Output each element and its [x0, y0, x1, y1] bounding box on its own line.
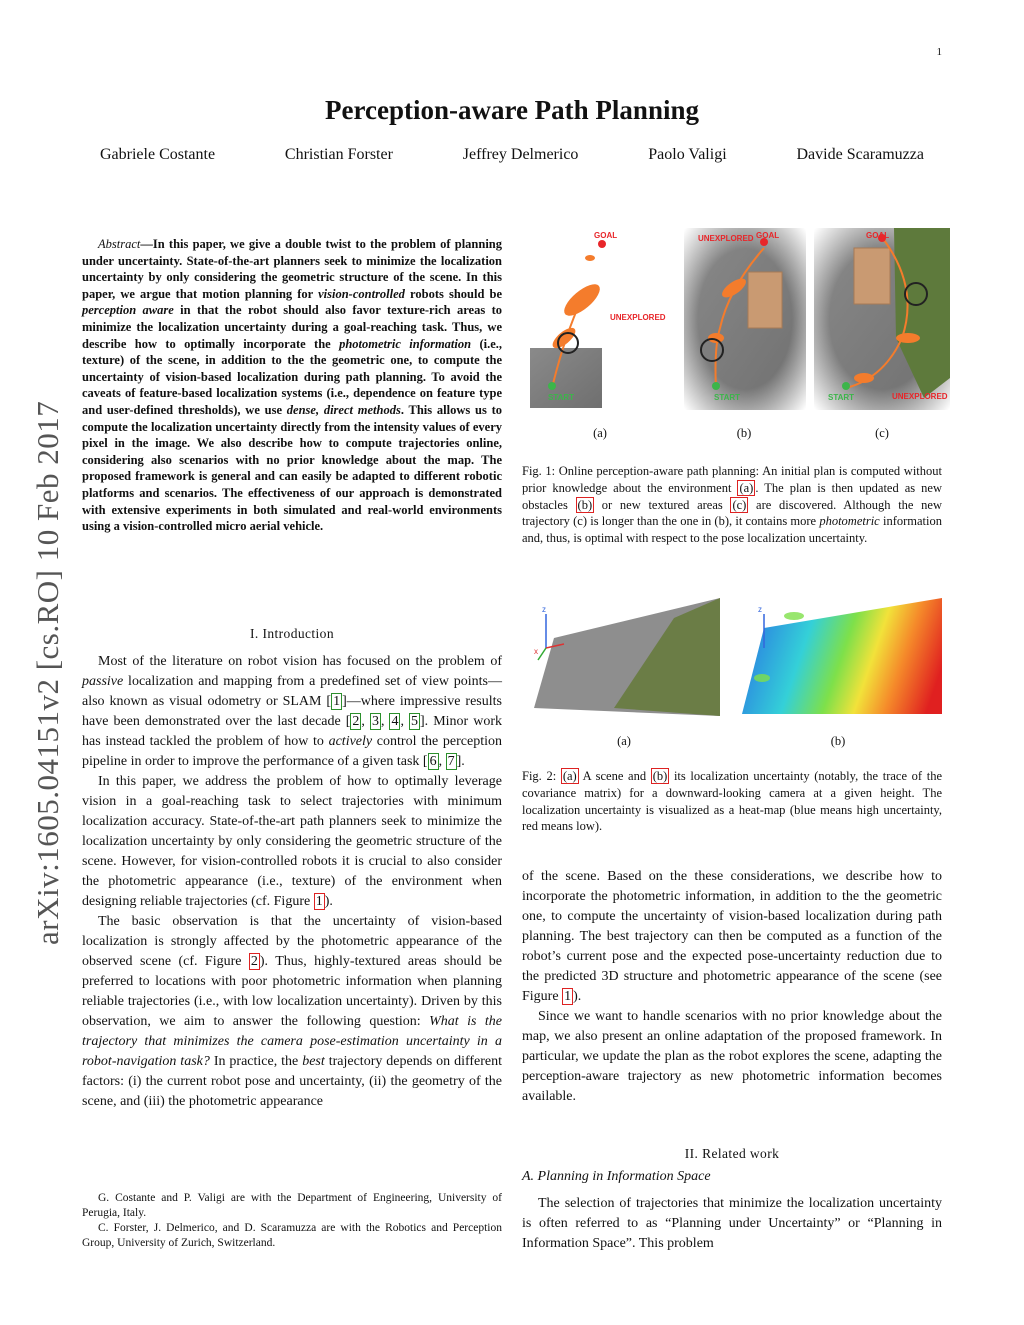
citation-link[interactable]: 2: [352, 714, 360, 729]
figure-link[interactable]: 1: [564, 989, 572, 1004]
author-name: Gabriele Costante: [100, 146, 216, 163]
figure-1b-label: (b): [736, 426, 752, 440]
figure-2a-label: (a): [617, 734, 631, 748]
author-name: Paolo Valigi: [648, 146, 727, 163]
axis-z-label: z: [758, 605, 762, 614]
page-number: 1: [936, 46, 942, 58]
author-name: Davide Scaramuzza: [796, 146, 924, 163]
citation-link[interactable]: 1: [333, 694, 341, 709]
goal-label: GOAL: [756, 231, 780, 240]
figure-1-panels: [524, 228, 950, 410]
section-heading-related-work: II. Related work: [684, 1146, 780, 1161]
paragraph: of the scene. Based on the these considerations, we describe how to incorporate the photometric information, in addition to the the geometric one, to compute the uncertainty of vision-based localization during path planning. The best trajectory can then be computed as a function of the robot’s current pose and the expected pose-uncertainty reduction due to the predicted 3D structure and photometric appearance of the scene (see Figure 1 ).: [522, 869, 942, 1004]
citation-link[interactable]: 4: [391, 714, 399, 729]
axis-x-label: x: [534, 647, 538, 656]
subsection-heading: A. Planning in Information Space: [522, 1169, 711, 1184]
figure-link[interactable]: 2: [250, 954, 258, 969]
figure-1c-label: (c): [875, 426, 889, 440]
start-label: START: [714, 393, 741, 402]
start-label: START: [548, 393, 575, 402]
footnote: C. Forster, J. Delmerico, and D. Scaramuzza are with the Robotics and Perception Group, University of Zurich, Switzerland.: [82, 1222, 502, 1249]
figure-2a-panel: [534, 598, 720, 716]
paragraph: The basic observation is that the uncertainty of vision-based localization is strongly affected by the photometric appearance of the observed scene (cf. Figure 2 ). Thus, highly-textured areas should be preferred to locations with poor photometric information when planning reliable trajectories (i.e., with low localization uncertainty). Driven by this observation, we aim to answer the following question: What is the trajectory that minimizes the camera pose-estimation uncertainty in a robot-navigation task? In practice, the best trajectory depends on different factors: (i) the current robot pose and uncertainty, (ii) the geometry of the scene, and (iii) the photometric appearance: [82, 914, 503, 1109]
citation-link[interactable]: 3: [371, 714, 379, 729]
figure-1a-label: (a): [593, 426, 607, 440]
start-label: START: [828, 393, 855, 402]
goal-label: GOAL: [866, 231, 890, 240]
paper-title: Perception-aware Path Planning: [325, 95, 699, 125]
figure-1a-panel: [530, 240, 606, 408]
introduction-body: [82, 652, 502, 1112]
paragraph: The selection of trajectories that minimize the localization uncertainty is often referred to as “Planning under Uncertainty” or “Planning in Information Space”. This problem: [522, 1196, 942, 1251]
figure-1: [524, 228, 950, 410]
author-name: Jeffrey Delmerico: [462, 146, 579, 163]
figure-link[interactable]: (b): [652, 769, 668, 783]
figure-1b-panel: [684, 228, 806, 410]
author-list: [100, 146, 924, 164]
figure-2-caption: Fig. 2: (a) A scene and (b) its localization uncertainty (notably, the trace of the covariance matrix) for a downward-looking camera at a given height. The localization uncertainty is visualized as a heat-map (blue means high uncertainty, red means low).: [522, 769, 943, 834]
abstract: Abstract—In this paper, we give a double twist to the problem of planning under uncertainty. State-of-the-art planners seek to minimize the localization uncertainty by only considering the geometric structure of the scene. In this paper, we argue that motion planning for vision-controlled robots should be perception aware in that the robot should also favor texture-rich areas to minimize the localization uncertainty during a goal-reaching task. Thus, we describe how to optimally incorporate the photometric information (i.e., texture) of the scene, in addition to the the geometric one, to compute the uncertainty of vision-based localization during path planning. To avoid the caveats of feature-based localization systems (i.e., dependence on feature type and user-defined thresholds), we use dense, direct methods. This allows us to compute the localization uncertainty directly from the intensity values of every pixel in the image. We also describe how to compute trajectories online, considering also scenarios with no prior knowledge about the map. The proposed framework is general and can easily be adapted to different robotic platforms and scenarios. The effectiveness of our approach is demonstrated with extensive experiments in both simulated and real-world environments using a vision-controlled micro aerial vehicle.: [82, 237, 503, 534]
abstract-label: Abstract: [98, 237, 141, 251]
right-column-body: [522, 867, 942, 1107]
figure-link[interactable]: (a): [739, 480, 754, 495]
unexplored-label: UNEXPLORED: [610, 313, 666, 322]
footnote: G. Costante and P. Valigi are with the Department of Engineering, University of Perugia, Italy.: [82, 1192, 502, 1219]
paragraph: Most of the literature on robot vision has focused on the problem of passive localization and mapping from a predefined set of view points—also known as visual odometry or SLAM [ 1 ]—where impressive results have been demonstrated over the last decade [ 2 , 3 , 4 , 5 ]. Minor work has instead tackled the problem of how to actively control the perception pipeline in order to improve the performance of a given task [ 6 , 7 ].: [82, 654, 503, 769]
figure-link[interactable]: (c): [732, 497, 747, 512]
paragraph: In this paper, we address the problem of how to optimally leverage vision in a goal-reaching task to select trajectories with minimum localization accuracy. State-of-the-art path planners seek to minimize the localization uncertainty by only considering the geometric structure of the scene. However, for vision-controlled robots it is crucial to also consider the photometric appearance (i.e., texture) of the environment when designing reliable trajectories (cf. Figure 1 ).: [82, 774, 502, 909]
figure-2b-label: (b): [830, 734, 846, 748]
citation-link[interactable]: 6: [429, 754, 437, 769]
related-work-body: [522, 1194, 942, 1254]
figure-2: [524, 598, 944, 722]
figure-1-caption: Fig. 1: Online perception-aware path planning: An initial plan is computed without prior knowledge about the environment (a) . The plan is then updated as new obstacles (b) or new textured areas (c) are discovered. Although the new trajectory (c) is longer than the one in (b), it contains more photometric information and, thus, is optimal with respect to the pose localization uncertainty.: [522, 464, 942, 546]
goal-label: GOAL: [594, 231, 618, 240]
figure-link[interactable]: (a): [562, 769, 577, 783]
figure-1c-panel: [814, 228, 950, 410]
unexplored-label: UNEXPLORED: [698, 234, 754, 243]
citation-link[interactable]: 7: [447, 754, 455, 769]
footnotes: [82, 1191, 502, 1251]
figure-link[interactable]: (b): [577, 497, 593, 512]
axis-z-label: z: [542, 605, 546, 614]
figure-link[interactable]: 1: [315, 894, 323, 909]
citation-link[interactable]: 5: [411, 714, 419, 729]
figure-2-panels: [524, 598, 944, 722]
arxiv-identifier: arXiv:1605.04151v2 [cs.RO] 10 Feb 2017: [30, 400, 65, 945]
figure-2b-panel: [742, 598, 942, 714]
author-name: Christian Forster: [284, 146, 393, 163]
paragraph: Since we want to handle scenarios with no prior knowledge about the map, we also present an online adaptation of the proposed framework. In particular, we update the plan as the robot explores the scene, adapting the perception-aware trajectory as new photometric information becomes available.: [522, 1009, 942, 1104]
section-heading-introduction: I. Introduction: [250, 626, 334, 641]
unexplored-label: UNEXPLORED: [892, 392, 948, 401]
